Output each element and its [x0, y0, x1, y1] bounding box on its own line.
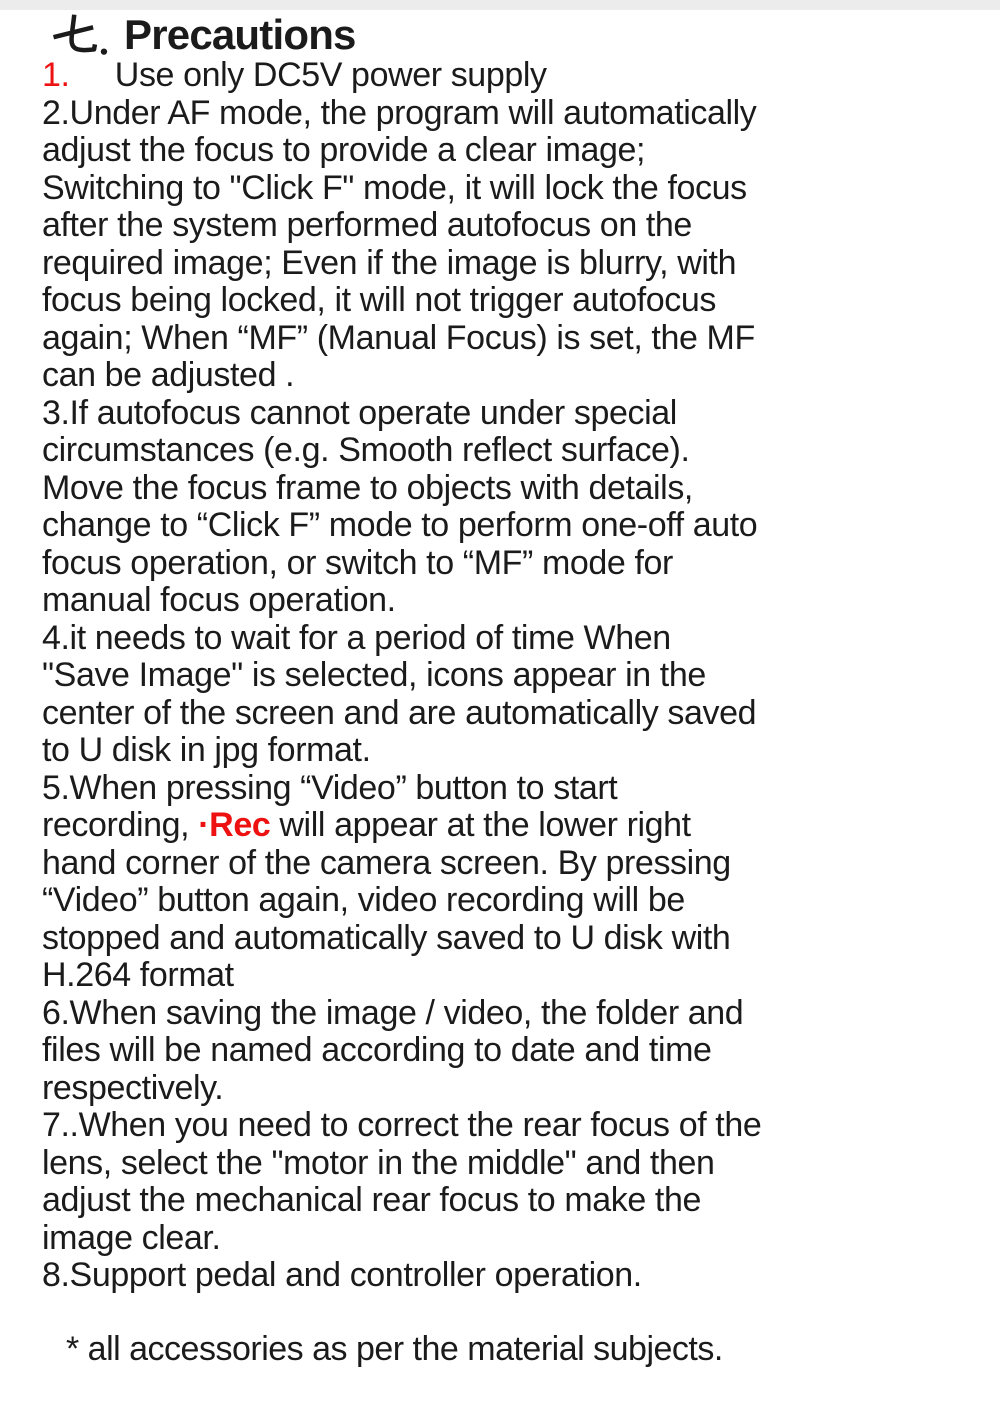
- text-line: [42, 845, 990, 883]
- text-line: [42, 207, 990, 245]
- text-run: Switching to "Click F" mode, it will lock the focus: [42, 168, 747, 207]
- text-line: [42, 582, 990, 620]
- text-line: [42, 545, 990, 583]
- text-line: [42, 732, 990, 770]
- text-line: [42, 282, 990, 320]
- text-line: [42, 170, 990, 208]
- text-line: [42, 882, 990, 920]
- text-run: H.264 format: [42, 956, 234, 994]
- text-run: adjust the focus to provide a clear image;: [42, 131, 646, 169]
- text-run: Use only DC5V power supply: [69, 56, 547, 94]
- text-line: [42, 57, 990, 95]
- text-run: 4.it needs to wait for a period of time When: [42, 618, 671, 657]
- precautions-list: [42, 57, 990, 1295]
- text-line: [42, 132, 990, 170]
- text-run: to U disk in jpg format.: [42, 731, 371, 769]
- text-run: will appear at the lower right: [270, 806, 691, 844]
- text-line: [42, 1107, 990, 1145]
- page-content: [42, 12, 990, 1295]
- text-run: can be adjusted .: [42, 356, 295, 394]
- text-line: [42, 245, 990, 283]
- text-run: respectively.: [42, 1068, 224, 1107]
- text-line: [42, 507, 990, 545]
- text-run: 3.If autofocus cannot operate under special: [42, 393, 677, 432]
- text-line: [42, 995, 990, 1033]
- footnote: * all accessories as per the material subjects.: [66, 1330, 723, 1368]
- text-line: [42, 470, 990, 508]
- text-run: 5.When pressing “Video” button to start: [42, 768, 618, 807]
- text-run: “Video” button again, video recording will be: [42, 881, 685, 919]
- text-run: 2.Under AF mode, the program will automatically: [42, 93, 757, 132]
- text-run: 7..When you need to correct the rear focus of the: [42, 1106, 762, 1144]
- text-run: stopped and automatically saved to U disk with: [42, 918, 731, 957]
- text-run: required image; Even if the image is blurry, with: [42, 243, 737, 282]
- highlighted-text-run: ·Rec: [198, 806, 271, 844]
- text-run: again; When “MF” (Manual Focus) is set, the MF: [42, 318, 755, 357]
- text-line: [42, 432, 990, 470]
- text-run: circumstances (e.g. Smooth reflect surface).: [42, 431, 690, 469]
- text-run: lens, select the "motor in the middle" and then: [42, 1143, 715, 1182]
- text-run: hand corner of the camera screen. By pressing: [42, 843, 731, 882]
- text-line: [42, 1070, 990, 1108]
- text-run: center of the screen and are automatically saved: [42, 693, 757, 732]
- text-run: 8.Support pedal and controller operation.: [42, 1256, 642, 1294]
- text-line: [42, 807, 990, 845]
- text-line: [42, 620, 990, 658]
- text-run: focus operation, or switch to “MF” mode for: [42, 543, 673, 582]
- text-line: [42, 695, 990, 733]
- text-line: [42, 357, 990, 395]
- text-line: [42, 1032, 990, 1070]
- chinese-numeral-seven-icon: [42, 12, 120, 57]
- text-line: [42, 957, 990, 995]
- page-title-text: Precautions: [124, 11, 356, 58]
- text-run: recording,: [42, 806, 199, 844]
- text-line: [42, 1145, 990, 1183]
- highlighted-text-run: 1.: [42, 56, 70, 94]
- text-line: [42, 657, 990, 695]
- text-run: Move the focus frame to objects with details,: [42, 468, 693, 507]
- text-line: [42, 95, 990, 133]
- text-run: change to “Click F” mode to perform one-off auto: [42, 506, 758, 544]
- text-line: [42, 920, 990, 958]
- text-run: 6.When saving the image / video, the folder and: [42, 993, 744, 1032]
- text-run: after the system performed autofocus on the: [42, 206, 692, 244]
- text-line: [42, 320, 990, 358]
- text-run: focus being locked, it will not trigger autofocus: [42, 281, 716, 319]
- page-title: [42, 12, 990, 57]
- top-edge-band: [0, 0, 1000, 10]
- text-run: files will be named according to date and time: [42, 1031, 712, 1069]
- text-line: [42, 1182, 990, 1220]
- text-run: manual focus operation.: [42, 581, 396, 619]
- text-line: [42, 770, 990, 808]
- text-line: [42, 1220, 990, 1258]
- text-line: [42, 1257, 990, 1295]
- text-run: "Save Image" is selected, icons appear in the: [42, 656, 706, 694]
- text-line: [42, 395, 990, 433]
- text-run: image clear.: [42, 1218, 221, 1257]
- text-run: adjust the mechanical rear focus to make the: [42, 1181, 701, 1219]
